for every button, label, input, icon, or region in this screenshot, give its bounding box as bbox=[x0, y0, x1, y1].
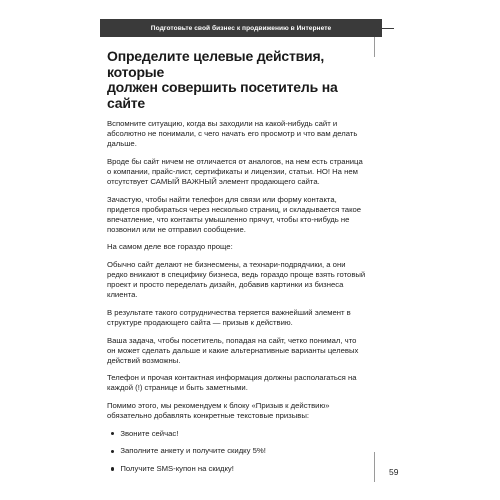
list-item bbox=[107, 429, 367, 439]
bullet-dot-icon bbox=[111, 432, 114, 435]
margin-rule-bottom bbox=[374, 452, 375, 482]
paragraph: В результате такого сотрудничества теряется важнейший элемент в структуре продающего сайта — призыв к действию. bbox=[107, 307, 351, 327]
paragraph: Обычно сайт делают не бизнесмены, а технари-подрядчики, а они редко вникают в специфику бизнеса, ведь гораздо проще взять готовый проект и просто переделать дизайн, добавив картинки из бизнеса клиента. bbox=[107, 260, 366, 300]
list-item-text: Получите SMS-купон на скидку! bbox=[120, 463, 234, 473]
paragraph: Вроде бы сайт ничем не отличается от аналогов, на нем есть страница о компании, прайс-лист, сертификаты и лицензии, статьи. НО! На нем отсутствует САМЫЙ ВАЖНЫЙ элемент продающего сайта. bbox=[107, 156, 363, 186]
call-to-action-list bbox=[107, 429, 367, 474]
section-title-line-1: Определите целевые действия, которые bbox=[107, 48, 325, 80]
section-title bbox=[107, 49, 367, 111]
margin-rule-top bbox=[374, 37, 375, 57]
paragraph: Ваша задача, чтобы посетитель, попадая на сайт, четко понимал, что он может сделать дальше и какие альтернативные варианты целевых действий возможны. bbox=[107, 335, 359, 365]
list-item-text: Звоните сейчас! bbox=[120, 428, 179, 438]
section-title-line-2: должен совершить посетитель на сайте bbox=[107, 79, 338, 111]
list-item bbox=[107, 464, 367, 474]
page-content bbox=[107, 49, 367, 482]
paragraph: Помимо этого, мы рекомендуем к блоку «Призыв к действию» обязательно добавлять конкретные текстовые призывы: bbox=[107, 401, 330, 421]
header-rule bbox=[382, 28, 394, 29]
paragraph: На самом деле все гораздо проще: bbox=[107, 242, 233, 252]
bullet-dot-icon bbox=[111, 467, 114, 470]
paragraph: Вспомните ситуацию, когда вы заходили на какой-нибудь сайт и абсолютно не понимали, с чего начать его просмотр и что вам делать дальше. bbox=[107, 119, 358, 149]
running-header bbox=[100, 19, 382, 37]
paragraph: Зачастую, чтобы найти телефон для связи или форму контакта, придется пробираться через несколько страниц, и складывается такое впечатление, что контакты умышленно прячут, чтобы кто-нибудь не позвонил или не отправил сообщение. bbox=[107, 194, 362, 234]
bullet-dot-icon bbox=[111, 450, 114, 453]
list-item-text: Заполните анкету и получите скидку 5%! bbox=[120, 446, 266, 456]
list-item bbox=[107, 446, 367, 456]
page-number: 59 bbox=[389, 467, 399, 477]
paragraph: Телефон и прочая контактная информация должны располагаться на каждой (!) странице и быть заметными. bbox=[107, 373, 357, 393]
running-header-title: Подготовьте свой бизнес к продвижению в Интернете bbox=[150, 24, 332, 32]
